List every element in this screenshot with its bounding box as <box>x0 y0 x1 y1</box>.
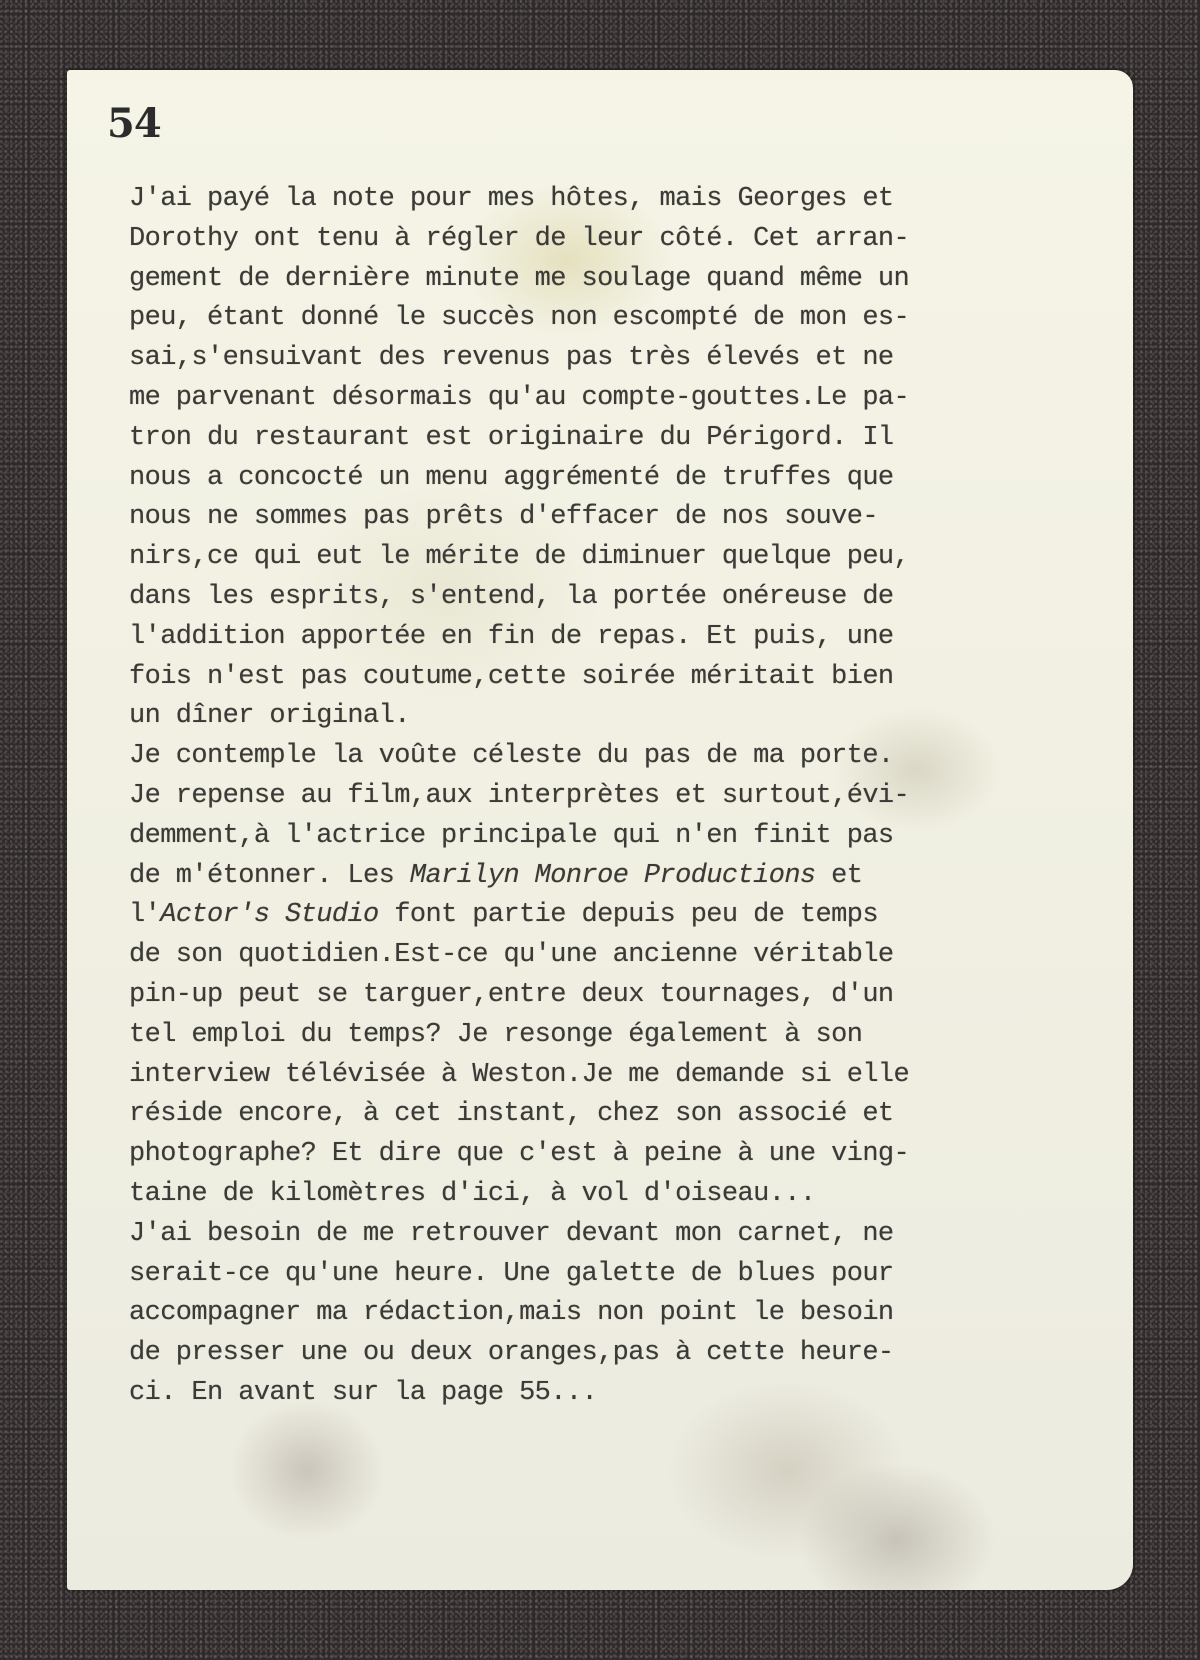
text-line: fois n'est pas coutume,cette soirée méritait bien <box>129 661 894 692</box>
text-line: serait-ce qu'une heure. Une galette de blues pour <box>129 1258 894 1289</box>
text-line: Je repense au film,aux interprètes et surtout,évi- <box>129 780 910 811</box>
text-line: J'ai payé la note pour mes hôtes, mais Georges et <box>129 184 894 214</box>
text-line: Dorothy ont tenu à régler de leur côté. Cet arran- <box>129 223 910 254</box>
text-line: ci. En avant sur la page 55... <box>129 1377 598 1408</box>
text-line-with-italic <box>129 857 1129 897</box>
text-line: Je contemple la voûte céleste du pas de ma porte. <box>129 741 894 772</box>
text-line: dans les esprits, s'entend, la portée onéreuse de <box>129 581 894 612</box>
text-segment: l' <box>129 900 161 931</box>
text-line: réside encore, à cet instant, chez son associé et <box>129 1099 894 1130</box>
text-segment: et <box>815 860 863 891</box>
text-line: de son quotidien.Est-ce qu'une ancienne véritable <box>129 940 894 971</box>
text-line: nirs,ce qui eut le mérite de diminuer quelque peu, <box>129 542 910 573</box>
text-line: sai,s'ensuivant des revenus pas très élevés et ne <box>129 343 894 374</box>
text-line: peu, étant donné le succès non escompté de mon es- <box>129 303 910 334</box>
text-segment: de m'étonner. Les <box>129 860 410 891</box>
text-line: l'addition apportée en fin de repas. Et puis, une <box>129 621 894 652</box>
text-line: J'ai besoin de me retrouver devant mon carnet, ne <box>129 1218 894 1249</box>
italic-title: Marilyn Monroe Productions <box>409 860 816 891</box>
text-line: me parvenant désormais qu'au compte-gouttes.Le pa- <box>129 382 910 413</box>
notebook-page <box>67 70 1133 1590</box>
text-line: photographe? Et dire que c'est à peine à une ving- <box>129 1139 910 1170</box>
text-line: de presser une ou deux oranges,pas à cette heure- <box>129 1338 894 1369</box>
text-line: tron du restaurant est originaire du Périgord. Il <box>129 422 894 453</box>
text-line: interview télévisée à Weston.Je me demande si elle <box>129 1059 910 1090</box>
text-line: pin-up peut se targuer,entre deux tournages, d'un <box>129 979 894 1010</box>
text-line: taine de kilomètres d'ici, à vol d'oiseau... <box>129 1178 816 1209</box>
text-line: nous ne sommes pas prêts d'effacer de nos souve- <box>129 502 878 533</box>
text-line: accompagner ma rédaction,mais non point le besoin <box>129 1298 894 1329</box>
text-line: nous a concocté un menu aggrémenté de truffes que <box>129 462 894 493</box>
italic-title: Actor's Studio <box>160 900 379 931</box>
text-line-with-italic <box>129 896 1129 936</box>
text-line: gement de dernière minute me soulage quand même un <box>129 263 910 294</box>
text-segment: font partie depuis peu de temps <box>378 900 878 931</box>
text-line: un dîner original. <box>129 701 410 732</box>
page-number: 54 <box>107 100 161 147</box>
typewritten-text <box>129 180 1129 1414</box>
text-line: tel emploi du temps? Je resonge également à son <box>129 1019 863 1050</box>
text-line: demment,à l'actrice principale qui n'en finit pas <box>129 820 894 851</box>
